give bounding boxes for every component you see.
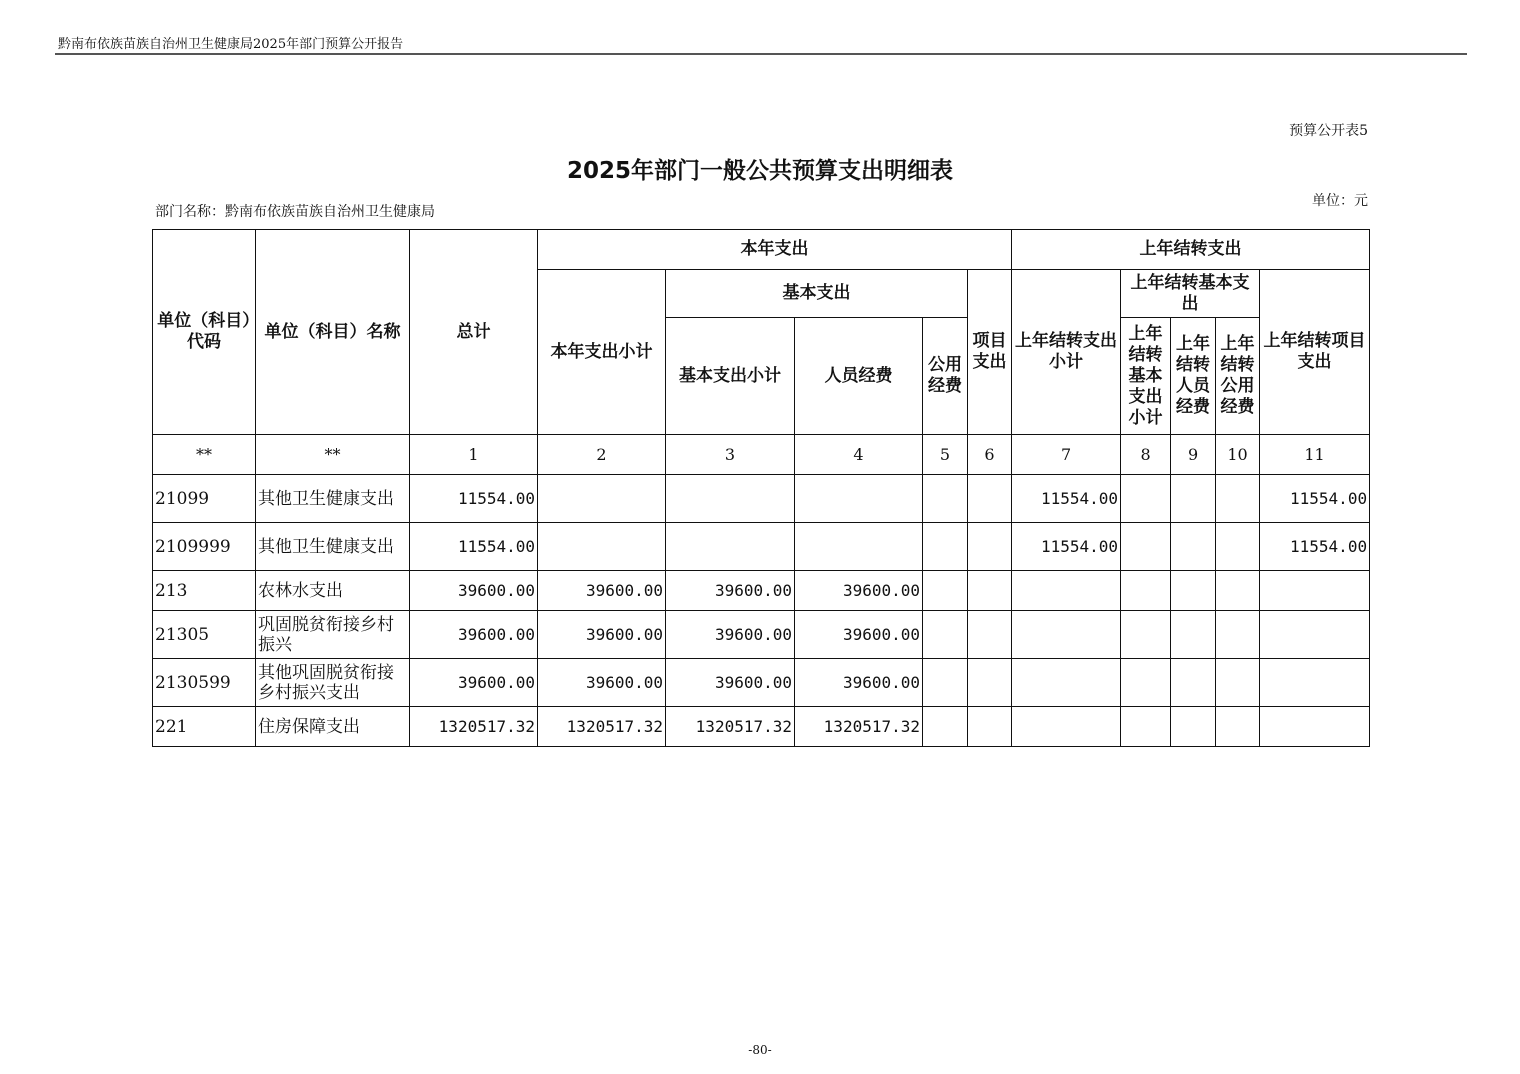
amount-cell — [666, 523, 795, 571]
amount-cell: 39600.00 — [538, 659, 666, 707]
header-project: 项目支出 — [968, 270, 1012, 435]
amount-cell — [538, 475, 666, 523]
subject-code: 221 — [153, 707, 256, 747]
amount-cell — [1121, 707, 1171, 747]
amount-cell — [968, 611, 1012, 659]
amount-cell — [1012, 571, 1121, 611]
header-current-year: 本年支出 — [538, 230, 1012, 270]
subject-name: 其他巩固脱贫衔接乡村振兴支出 — [256, 659, 410, 707]
index-cell: 6 — [968, 435, 1012, 475]
amount-cell — [1216, 659, 1260, 707]
header-basic: 基本支出 — [666, 270, 968, 318]
index-cell: 2 — [538, 435, 666, 475]
index-cell: 7 — [1012, 435, 1121, 475]
amount-cell — [1171, 571, 1216, 611]
index-cell: 8 — [1121, 435, 1171, 475]
table-row — [153, 571, 1370, 611]
department-name: 部门名称：黔南布依族苗族自治州卫生健康局 — [155, 204, 435, 220]
amount-cell — [1121, 611, 1171, 659]
subject-code: 2109999 — [153, 523, 256, 571]
amount-cell — [1121, 571, 1171, 611]
amount-cell — [1260, 659, 1370, 707]
header-personnel: 人员经费 — [795, 318, 923, 435]
subject-code: 213 — [153, 571, 256, 611]
unit-label: 单位：元 — [1312, 193, 1368, 209]
amount-cell — [1260, 707, 1370, 747]
amount-cell — [968, 659, 1012, 707]
amount-cell — [1171, 475, 1216, 523]
subject-code: 21305 — [153, 611, 256, 659]
amount-cell — [795, 523, 923, 571]
table-row — [153, 475, 1370, 523]
index-cell: 9 — [1171, 435, 1216, 475]
index-cell: 10 — [1216, 435, 1260, 475]
header-carryover-public: 上年结转公用经费 — [1216, 318, 1260, 435]
subject-name: 其他卫生健康支出 — [256, 475, 410, 523]
page-title: 2025年部门一般公共预算支出明细表 — [566, 158, 953, 184]
amount-cell — [1260, 571, 1370, 611]
amount-cell: 39600.00 — [410, 659, 538, 707]
amount-cell — [538, 523, 666, 571]
index-cell: ** — [153, 435, 256, 475]
amount-cell — [1171, 523, 1216, 571]
amount-cell — [1216, 571, 1260, 611]
amount-cell — [1121, 475, 1171, 523]
amount-cell — [923, 659, 968, 707]
amount-cell: 11554.00 — [1260, 475, 1370, 523]
amount-cell — [1012, 611, 1121, 659]
amount-cell: 1320517.32 — [795, 707, 923, 747]
amount-cell: 1320517.32 — [538, 707, 666, 747]
amount-cell: 39600.00 — [666, 659, 795, 707]
amount-cell: 11554.00 — [1260, 523, 1370, 571]
amount-cell: 39600.00 — [538, 611, 666, 659]
page-number: -80- — [748, 1043, 772, 1057]
index-cell: 3 — [666, 435, 795, 475]
header-name: 单位（科目）名称 — [256, 230, 410, 435]
header-public: 公用经费 — [923, 318, 968, 435]
amount-cell — [1012, 707, 1121, 747]
amount-cell: 39600.00 — [410, 571, 538, 611]
header-carryover: 上年结转支出 — [1012, 230, 1370, 270]
amount-cell — [923, 707, 968, 747]
amount-cell — [1171, 611, 1216, 659]
subject-name: 农林水支出 — [256, 571, 410, 611]
subject-code: 2130599 — [153, 659, 256, 707]
amount-cell — [923, 611, 968, 659]
amount-cell — [923, 571, 968, 611]
amount-cell — [968, 475, 1012, 523]
amount-cell — [923, 475, 968, 523]
amount-cell — [1121, 523, 1171, 571]
amount-cell: 11554.00 — [410, 475, 538, 523]
table-row — [153, 523, 1370, 571]
amount-cell — [1216, 707, 1260, 747]
amount-cell — [968, 707, 1012, 747]
table-number: 预算公开表5 — [1289, 123, 1368, 139]
amount-cell — [1216, 475, 1260, 523]
header-carryover-basic: 上年结转基本支出 — [1121, 270, 1260, 318]
amount-cell — [968, 523, 1012, 571]
header-carryover-basic-subtotal: 上年结转基本支出小计 — [1121, 318, 1171, 435]
subject-code: 21099 — [153, 475, 256, 523]
amount-cell — [923, 523, 968, 571]
amount-cell: 39600.00 — [666, 611, 795, 659]
amount-cell — [1121, 659, 1171, 707]
amount-cell: 39600.00 — [666, 571, 795, 611]
table-row — [153, 707, 1370, 747]
index-cell: 1 — [410, 435, 538, 475]
subject-name: 住房保障支出 — [256, 707, 410, 747]
budget-detail-table — [152, 229, 1370, 747]
header-code: 单位（科目）代码 — [153, 230, 256, 435]
index-cell: 11 — [1260, 435, 1370, 475]
header-carryover-project: 上年结转项目支出 — [1260, 270, 1370, 435]
amount-cell — [968, 571, 1012, 611]
amount-cell: 39600.00 — [410, 611, 538, 659]
amount-cell: 39600.00 — [795, 659, 923, 707]
header-basic-subtotal: 基本支出小计 — [666, 318, 795, 435]
index-cell: 5 — [923, 435, 968, 475]
table-row — [153, 659, 1370, 707]
amount-cell — [1171, 659, 1216, 707]
table-row — [153, 611, 1370, 659]
running-header: 黔南布依族苗族自治州卫生健康局2025年部门预算公开报告 — [58, 37, 404, 52]
header-total: 总计 — [410, 230, 538, 435]
header-carryover-personnel: 上年结转人员经费 — [1171, 318, 1216, 435]
amount-cell — [666, 475, 795, 523]
header-current-subtotal: 本年支出小计 — [538, 270, 666, 435]
amount-cell — [1216, 611, 1260, 659]
amount-cell — [1260, 611, 1370, 659]
amount-cell: 11554.00 — [410, 523, 538, 571]
header-rule — [55, 53, 1467, 55]
amount-cell — [795, 475, 923, 523]
subject-name: 其他卫生健康支出 — [256, 523, 410, 571]
amount-cell — [1216, 523, 1260, 571]
amount-cell: 39600.00 — [795, 611, 923, 659]
amount-cell: 1320517.32 — [410, 707, 538, 747]
amount-cell: 11554.00 — [1012, 475, 1121, 523]
amount-cell — [1012, 659, 1121, 707]
header-carryover-subtotal: 上年结转支出小计 — [1012, 270, 1121, 435]
amount-cell: 11554.00 — [1012, 523, 1121, 571]
index-cell: 4 — [795, 435, 923, 475]
amount-cell: 39600.00 — [795, 571, 923, 611]
amount-cell — [1171, 707, 1216, 747]
subject-name: 巩固脱贫衔接乡村振兴 — [256, 611, 410, 659]
amount-cell: 39600.00 — [538, 571, 666, 611]
index-cell: ** — [256, 435, 410, 475]
amount-cell: 1320517.32 — [666, 707, 795, 747]
